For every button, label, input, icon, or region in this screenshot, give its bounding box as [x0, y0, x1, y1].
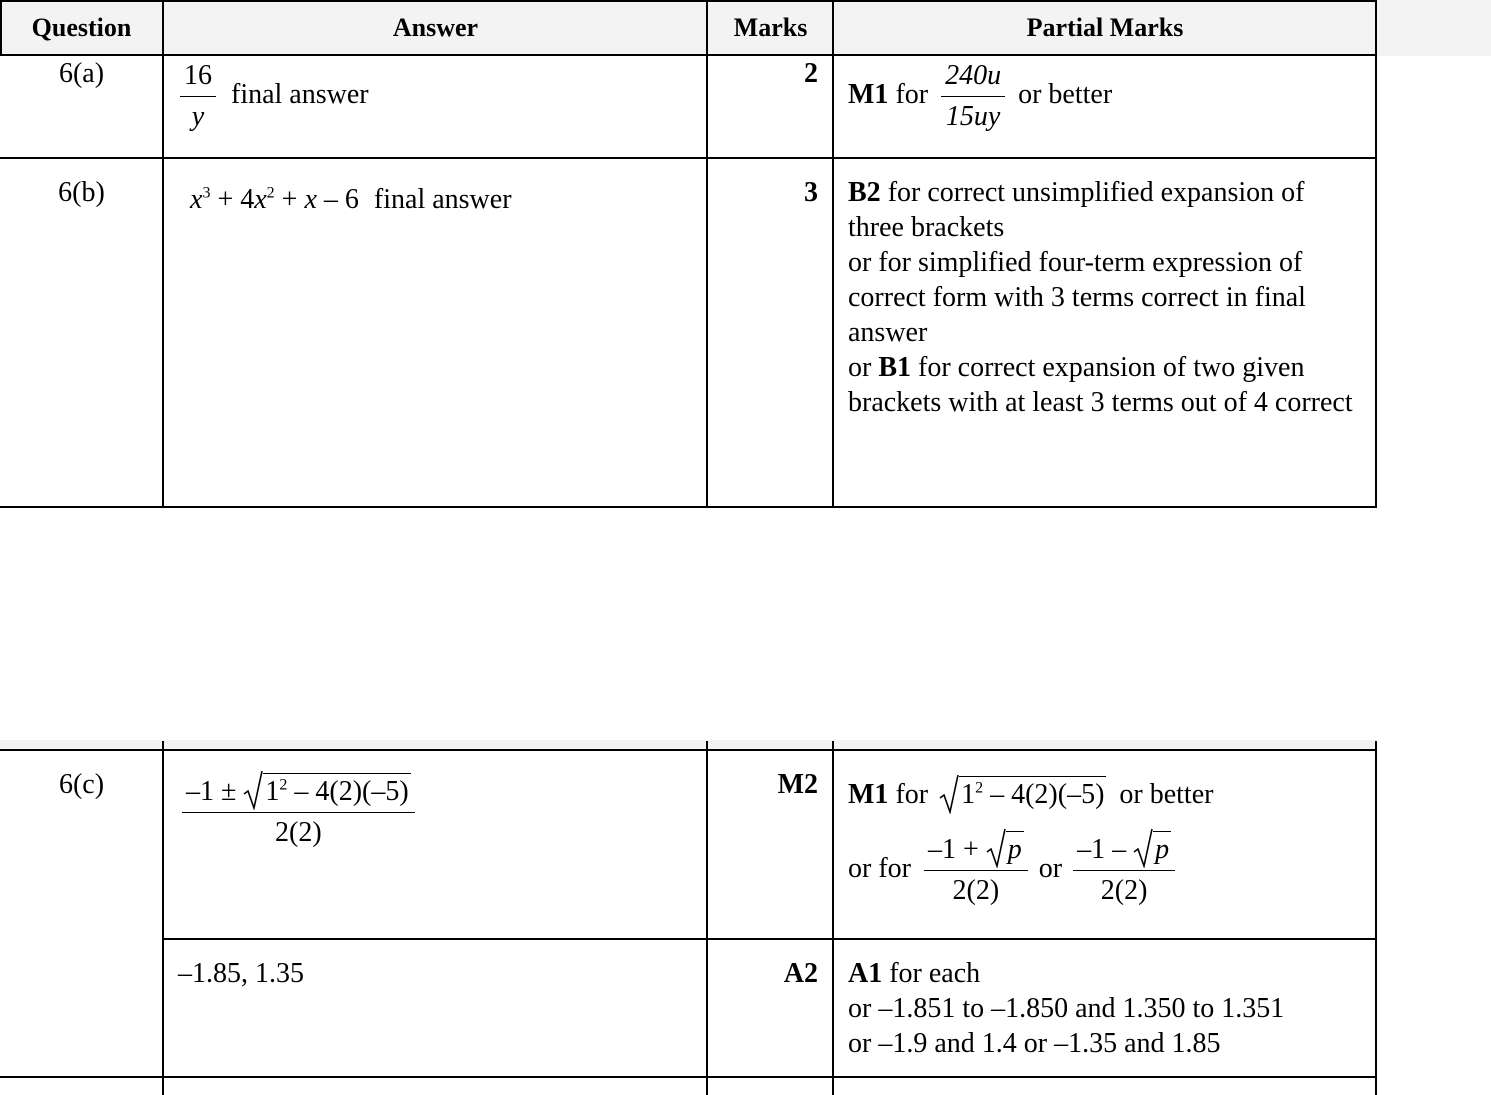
- partial-text: for: [895, 78, 929, 110]
- mark-code: M1: [848, 78, 889, 110]
- square-root: p: [986, 830, 1024, 870]
- rule: [0, 749, 1377, 751]
- square-root: $1^2 - 4(2)(-5)$: [243, 772, 410, 812]
- header-partial-marks: Partial Marks: [834, 0, 1376, 56]
- rule: [163, 938, 1377, 940]
- fraction-numerator: 16: [180, 56, 216, 97]
- marks-value: 2: [804, 58, 818, 89]
- header-strip: [1376, 0, 1491, 56]
- rule: [0, 0, 1376, 2]
- marks-value: 3: [804, 177, 818, 208]
- square-root: $1^2 - 4(2)(-5)$: [939, 776, 1106, 813]
- partial-line: [848, 776, 1363, 820]
- header-question: Question: [0, 0, 163, 56]
- fraction-numerator: –1 + p: [924, 830, 1028, 871]
- fraction: [941, 56, 1005, 137]
- fraction-denominator: 15uy: [945, 101, 1001, 132]
- partial-line: [848, 350, 1363, 420]
- mark-code: B2: [848, 177, 881, 208]
- partial-marks-cell: [848, 956, 1363, 1061]
- header-marks: Marks: [708, 0, 833, 56]
- partial-text: for: [895, 779, 929, 810]
- fraction-denominator: 2(2): [275, 817, 322, 848]
- marks-value: A2: [783, 958, 818, 989]
- fraction: [1073, 830, 1175, 911]
- fraction: [180, 56, 216, 137]
- answer-suffix: final answer: [373, 184, 512, 215]
- partial-text: for correct unsimplified expansion of three brackets: [848, 177, 1305, 243]
- rule: [0, 506, 1377, 508]
- fraction-numerator: 240u: [941, 56, 1005, 97]
- question-label: 6(b): [58, 177, 105, 208]
- partial-text: for each: [889, 958, 981, 989]
- fraction-numerator: –1 ± $1^2 - 4(2)(-5)$: [182, 772, 415, 813]
- partial-line: or for simplified four-term expression of correct form with 3 terms correct in final answer: [848, 247, 1306, 348]
- partial-text: or: [1038, 852, 1063, 884]
- fraction-denominator: 2(2): [1100, 875, 1148, 906]
- fraction-numerator: –1 – p: [1073, 830, 1175, 871]
- rule: [0, 157, 1377, 159]
- header-answer: Answer: [164, 0, 707, 56]
- partial-text: or better: [1018, 78, 1113, 110]
- fraction-denominator: 2(2): [952, 875, 1000, 906]
- partial-line: [848, 956, 1363, 991]
- fraction-denominator: y: [191, 101, 205, 132]
- rule: [0, 0, 2, 56]
- partial-line: or –1.851 to –1.850 and 1.350 to 1.351: [848, 993, 1285, 1024]
- rule: [832, 741, 834, 1095]
- partial-text: or for: [848, 852, 911, 884]
- partial-marks-cell: [848, 175, 1363, 420]
- partial-line: [848, 175, 1363, 245]
- question-label: 6(a): [58, 58, 105, 89]
- partial-line: [848, 830, 1363, 911]
- partial-text: or better: [1119, 779, 1214, 810]
- marks-value: M2: [777, 769, 818, 800]
- rule: [1375, 0, 1377, 508]
- question-label: 6(c): [58, 769, 105, 800]
- answer-cell: –1.85, 1.35: [178, 958, 304, 989]
- square-root: p: [1133, 830, 1171, 870]
- answer-suffix: final answer: [231, 78, 369, 110]
- partial-text: or: [848, 352, 872, 383]
- mark-code: B1: [878, 352, 912, 383]
- fraction: [924, 830, 1028, 911]
- rule: [0, 1076, 1377, 1078]
- polynomial-expression: $x^3 + 4x^2 + x - 6$: [190, 184, 359, 215]
- mark-code: M1: [848, 779, 889, 810]
- rule: [1375, 741, 1377, 1095]
- partial-line: or –1.9 and 1.4 or –1.35 and 1.85: [848, 1028, 1221, 1059]
- answer-cell: [180, 56, 369, 137]
- partial-marks-cell: [848, 56, 1112, 137]
- partial-marks-cell: [848, 776, 1363, 911]
- answer-cell: [182, 772, 415, 853]
- partial-text: for correct expansion of two given brackets with at least 3 terms out of 4 correct: [848, 352, 1353, 418]
- answer-cell: [190, 182, 512, 217]
- quadratic-formula-fraction: [182, 772, 415, 853]
- rule: [832, 0, 834, 508]
- mark-code: A1: [848, 958, 883, 989]
